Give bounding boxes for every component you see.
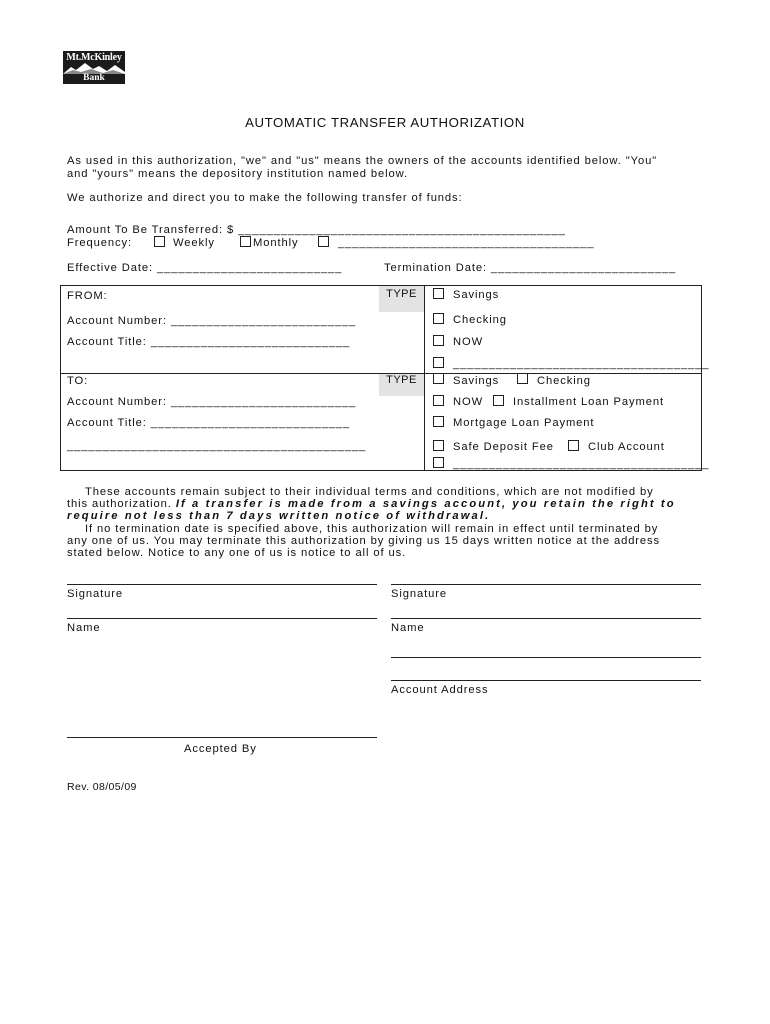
address-line-2[interactable] xyxy=(391,680,701,681)
from-type-header xyxy=(379,286,424,312)
frequency-label: Frequency: xyxy=(67,237,132,249)
other-frequency-checkbox[interactable] xyxy=(318,236,329,247)
from-other-field[interactable]: ____________________________________ xyxy=(453,358,710,370)
weekly-checkbox[interactable] xyxy=(154,236,165,247)
to-account-title-field[interactable]: Account Title: ____________________________ xyxy=(67,417,351,429)
terms-line-2b: If a transfer is made from a savings account, you retain the right to xyxy=(175,498,676,510)
intro-line-3: We authorize and direct you to make the following transfer of funds: xyxy=(67,192,463,204)
to-safe-deposit-checkbox[interactable] xyxy=(433,440,444,451)
monthly-checkbox[interactable] xyxy=(240,236,251,247)
to-extra-field[interactable]: __________________________________________ xyxy=(67,440,367,452)
table-divider xyxy=(424,285,425,471)
to-installment-label: Installment Loan Payment xyxy=(513,396,664,408)
to-now-checkbox[interactable] xyxy=(433,395,444,406)
accepted-by-line[interactable] xyxy=(67,737,377,738)
signature-right-label: Signature xyxy=(391,588,447,600)
to-now-label: NOW xyxy=(453,396,484,408)
from-checking-label: Checking xyxy=(453,314,507,326)
from-account-title-field[interactable]: Account Title: ____________________________ xyxy=(67,336,351,348)
revision-label: Rev. 08/05/09 xyxy=(67,781,137,793)
name-left-label: Name xyxy=(67,622,101,634)
to-club-label: Club Account xyxy=(588,441,665,453)
terms-line-2a: this authorization. xyxy=(67,498,172,510)
from-label: FROM: xyxy=(67,290,108,302)
from-now-checkbox[interactable] xyxy=(433,335,444,346)
to-type-label: TYPE xyxy=(386,374,417,386)
signature-line-right[interactable] xyxy=(391,584,701,585)
effective-date-field[interactable]: Effective Date: __________________________ xyxy=(67,262,343,274)
to-account-number-field[interactable]: Account Number: __________________________ xyxy=(67,396,357,408)
terms-line-3: require not less than 7 days written notice of withdrawal. xyxy=(67,510,491,522)
address-line-1[interactable] xyxy=(391,657,701,658)
terms-line-5: any one of us. You may terminate this authorization by giving us 15 days written notice at the address xyxy=(67,535,661,547)
to-installment-checkbox[interactable] xyxy=(493,395,504,406)
monthly-label: Monthly xyxy=(253,237,299,249)
logo-bank: Bank xyxy=(83,73,105,83)
amount-field[interactable]: Amount To Be Transferred: $ ______________________________________________ xyxy=(67,224,566,236)
to-savings-checkbox[interactable] xyxy=(433,373,444,384)
to-type-header xyxy=(379,374,424,396)
to-other-checkbox[interactable] xyxy=(433,457,444,468)
from-now-label: NOW xyxy=(453,336,484,348)
terms-line-6: stated below. Notice to any one of us is notice to all of us. xyxy=(67,547,407,559)
from-account-number-field[interactable]: Account Number: __________________________ xyxy=(67,315,357,327)
to-savings-label: Savings xyxy=(453,375,500,387)
from-checking-checkbox[interactable] xyxy=(433,313,444,324)
to-checking-checkbox[interactable] xyxy=(517,373,528,384)
other-frequency-field[interactable]: ____________________________________ xyxy=(338,237,595,249)
logo-name: Mt.McKinley xyxy=(66,52,122,63)
bank-logo xyxy=(63,51,125,84)
signature-left-label: Signature xyxy=(67,588,123,600)
to-label: TO: xyxy=(67,375,89,387)
to-checking-label: Checking xyxy=(537,375,591,387)
termination-date-field[interactable]: Termination Date: __________________________ xyxy=(384,262,677,274)
from-type-label: TYPE xyxy=(386,288,417,300)
to-other-field[interactable]: ____________________________________ xyxy=(453,458,710,470)
from-savings-checkbox[interactable] xyxy=(433,288,444,299)
from-savings-label: Savings xyxy=(453,289,500,301)
terms-line-2 xyxy=(67,498,676,510)
terms-line-4: If no termination date is specified above, this authorization will remain in effect until terminated by xyxy=(85,523,659,535)
weekly-label: Weekly xyxy=(173,237,215,249)
intro-line-1: As used in this authorization, "we" and "us" means the owners of the accounts identified below. "You" xyxy=(67,155,658,167)
to-mortgage-checkbox[interactable] xyxy=(433,416,444,427)
account-address-label: Account Address xyxy=(391,684,489,696)
to-safe-deposit-label: Safe Deposit Fee xyxy=(453,441,554,453)
to-club-checkbox[interactable] xyxy=(568,440,579,451)
name-line-right[interactable] xyxy=(391,618,701,619)
name-line-left[interactable] xyxy=(67,618,377,619)
name-right-label: Name xyxy=(391,622,425,634)
signature-line-left[interactable] xyxy=(67,584,377,585)
to-mortgage-label: Mortgage Loan Payment xyxy=(453,417,595,429)
accepted-by-label: Accepted By xyxy=(184,743,257,755)
from-other-checkbox[interactable] xyxy=(433,357,444,368)
intro-line-2: and "yours" means the depository institution named below. xyxy=(67,168,408,180)
terms-line-1: These accounts remain subject to their individual terms and conditions, which are not modified by xyxy=(85,486,654,498)
page-title: AUTOMATIC TRANSFER AUTHORIZATION xyxy=(245,115,525,130)
